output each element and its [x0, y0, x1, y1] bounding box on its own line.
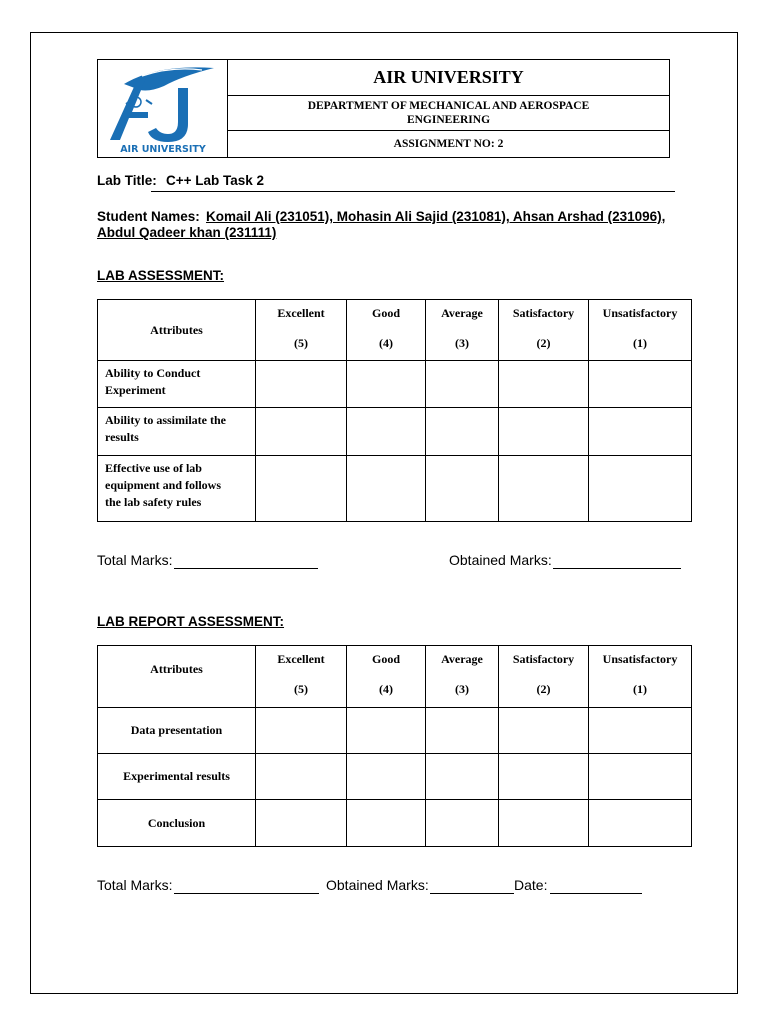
- table-row: [98, 754, 692, 800]
- score-cell[interactable]: [499, 800, 589, 847]
- university-logo: [98, 60, 228, 157]
- student-names-line2: Abdul Qadeer khan (231111): [97, 225, 277, 240]
- score-cell[interactable]: [426, 456, 499, 522]
- lab-title-label: Lab Title:: [97, 173, 157, 188]
- lab-total-marks-field[interactable]: [174, 568, 318, 569]
- score-cell[interactable]: [589, 361, 692, 408]
- column-good: Good (4): [347, 300, 426, 361]
- table-row: [98, 708, 692, 754]
- column-good: Good (4): [347, 646, 426, 708]
- score-cell[interactable]: [589, 708, 692, 754]
- table-row: [98, 800, 692, 847]
- score-cell[interactable]: [256, 754, 347, 800]
- score-cell[interactable]: [256, 800, 347, 847]
- report-obtained-marks-label: Obtained Marks:: [326, 877, 429, 893]
- date-field[interactable]: [550, 893, 642, 894]
- attribute-label: Conclusion: [98, 800, 256, 847]
- department-name: DEPARTMENT OF MECHANICAL AND AEROSPACE ENGINEERING: [228, 96, 669, 131]
- column-unsatisfactory: Unsatisfactory (1): [589, 300, 692, 361]
- report-total-marks-label: Total Marks:: [97, 877, 173, 893]
- header-table: [97, 59, 670, 158]
- column-average: Average (3): [426, 300, 499, 361]
- column-satisfactory: Satisfactory (2): [499, 646, 589, 708]
- score-cell[interactable]: [256, 408, 347, 456]
- report-obtained-marks-field[interactable]: [430, 893, 514, 894]
- score-cell[interactable]: [256, 708, 347, 754]
- column-excellent: Excellent (5): [256, 646, 347, 708]
- score-cell[interactable]: [589, 456, 692, 522]
- score-cell[interactable]: [347, 754, 426, 800]
- lab-assessment-title: LAB ASSESSMENT:: [97, 268, 225, 283]
- column-excellent: Excellent (5): [256, 300, 347, 361]
- score-cell[interactable]: [347, 361, 426, 408]
- attribute-label: Experimental results: [98, 754, 256, 800]
- score-cell[interactable]: [426, 361, 499, 408]
- student-names-line1: Komail Ali (231051), Mohasin Ali Sajid (231081), Ahsan Arshad (231096),: [206, 209, 666, 224]
- score-cell[interactable]: [426, 408, 499, 456]
- assignment-number: ASSIGNMENT NO: 2: [393, 138, 504, 150]
- air-university-logo-icon: [102, 62, 224, 156]
- score-cell[interactable]: [589, 408, 692, 456]
- score-cell[interactable]: [426, 708, 499, 754]
- attribute-label: Ability to assimilate the results: [98, 408, 256, 456]
- attribute-label: Ability to Conduct Experiment: [98, 361, 256, 408]
- score-cell[interactable]: [499, 754, 589, 800]
- score-cell[interactable]: [499, 361, 589, 408]
- lab-obtained-marks-field[interactable]: [553, 568, 681, 569]
- score-cell[interactable]: [347, 456, 426, 522]
- attribute-label: Effective use of lab equipment and follows the lab safety rules: [98, 456, 256, 522]
- table-header-row: [98, 646, 692, 708]
- score-cell[interactable]: [347, 800, 426, 847]
- student-names-label: Student Names:: [97, 209, 200, 224]
- attributes-header: Attributes: [98, 646, 256, 708]
- score-cell[interactable]: [256, 361, 347, 408]
- score-cell[interactable]: [589, 754, 692, 800]
- column-average: Average (3): [426, 646, 499, 708]
- score-cell[interactable]: [256, 456, 347, 522]
- lab-total-marks-label: Total Marks:: [97, 552, 173, 568]
- report-total-marks-field[interactable]: [174, 893, 319, 894]
- university-name: AIR UNIVERSITY: [228, 60, 669, 96]
- table-header-row: [98, 300, 692, 361]
- score-cell[interactable]: [426, 754, 499, 800]
- column-satisfactory: Satisfactory (2): [499, 300, 589, 361]
- lab-obtained-marks-label: Obtained Marks:: [449, 552, 552, 568]
- score-cell[interactable]: [426, 800, 499, 847]
- score-cell[interactable]: [589, 800, 692, 847]
- lab-title-value: C++ Lab Task 2: [166, 173, 265, 188]
- attributes-header: Attributes: [98, 300, 256, 361]
- date-label: Date:: [514, 877, 548, 893]
- score-cell[interactable]: [499, 708, 589, 754]
- column-unsatisfactory: Unsatisfactory (1): [589, 646, 692, 708]
- report-assessment-table: [97, 645, 692, 847]
- table-row: [98, 361, 692, 408]
- score-cell[interactable]: [347, 708, 426, 754]
- score-cell[interactable]: [347, 408, 426, 456]
- report-assessment-title: LAB REPORT ASSESSMENT:: [97, 614, 285, 629]
- score-cell[interactable]: [499, 408, 589, 456]
- table-row: [98, 408, 692, 456]
- lab-title-underline: [151, 191, 675, 192]
- lab-assessment-table: [97, 299, 692, 522]
- score-cell[interactable]: [499, 456, 589, 522]
- attribute-label: Data presentation: [98, 708, 256, 754]
- table-row: [98, 456, 692, 522]
- svg-text:AIR UNIVERSITY: AIR UNIVERSITY: [120, 144, 206, 155]
